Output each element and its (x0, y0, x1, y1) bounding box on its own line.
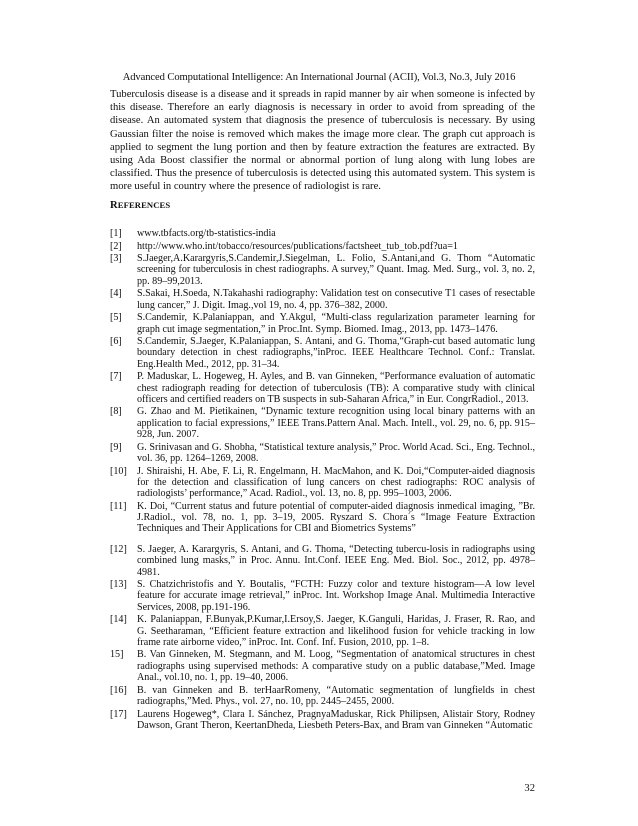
reference-number: [16] (110, 684, 127, 696)
references-heading-initial: R (110, 200, 118, 211)
reference-text: G. Zhao and M. Pietikainen, “Dynamic texture recognition using local binary patterns with an application to facial expressions,” IEEE Trans.Pattern Anal. Mach. Intell., vol. 29, no. 6, pp. 915–928, Jun. 2007. (137, 406, 535, 441)
reference-number: [11] (110, 500, 127, 512)
reference-number: [3] (110, 253, 122, 265)
reference-item (110, 442, 535, 465)
reference-number: [1] (110, 228, 122, 239)
reference-item (110, 253, 535, 287)
reference-text: S. Jaeger, A. Karargyris, S. Antani, and G. Thoma, “Detecting tubercu-losis in radiographs using combined lung masks,” in Proc. Annu. Int.Conf. IEEE Eng. Med. Biol. Soc., 2012, pp. 4978–4981. (137, 543, 535, 578)
reference-text: K. Palaniappan, F.Bunyak,P.Kumar,I.Ersoy,S. Jaeger, K.Ganguli, Haridas, J. Fraser, R. Rao, and G. Seetharaman, “Efficient feature extraction and likelihood fusion for vehicle tracking in low frame rate airborne video,” inProc. Int. Conf. Inf. Fusion, 2010, pp. 1–8. (137, 614, 535, 648)
reference-number: [6] (110, 336, 122, 348)
reference-item (110, 406, 535, 440)
reference-item (110, 312, 535, 335)
reference-text: K. Doi, “Current status and future potential of computer-aided diagnosis inmedical imaging, ”Br. J.Radiol., vol. 78, no. 1, pp. 3–19, 2005. Ryszard S. Chora´s “Image Feature Extraction Techniques and Their Applications for CBI and Biometrics Systems” (137, 500, 535, 535)
reference-item (110, 544, 535, 578)
references-heading-rest: EFERENCES (117, 200, 171, 210)
reference-list (110, 228, 535, 732)
reference-number: [14] (110, 614, 127, 626)
reference-number: [10] (110, 465, 127, 477)
reference-text: S.Jaeger,A.Karargyris,S.Candemir,J.Siegelman, L. Folio, S.Antani,and G. Thom “Automatic screening for tuberculosis in chest radiographs. A survey,” Quant. Imag. Med. Surg., vol. 3, no. 2, pp. 89–99,2013. (137, 253, 535, 287)
reference-number: [2] (110, 240, 122, 252)
reference-item (110, 649, 535, 683)
reference-item (110, 241, 535, 252)
reference-item (110, 371, 535, 405)
reference-item (110, 466, 535, 500)
reference-number: 15] (110, 649, 124, 661)
reference-text: S. Chatzichristofis and Y. Boutalis, “FCTH: Fuzzy color and texture histogram—A low level feature for accurate image retrieval,” inProc. Int. Workshop Image Anal. Multimedia Interactive Services, 2008, pp.191-196. (137, 579, 535, 613)
reference-item (110, 288, 535, 311)
body-paragraph: Tuberculosis disease is a disease and it spreads in rapid manner by air when someone is infected by this disease. Therefore an early diagnosis is necessary in order to avoid from spreading of the disease. An automated system that diagnosis the presence of tuberculosis is necessary. By using Gaussian filter the noise is removed which makes the image more clear. The graph cut approach is applied to segment the lung portion and then by feature extraction the features are extracted. By using Ada Boost classifier the normal or abnormal portion of lung along with lung lobes are classified. Thus the presence of tuberculosis is detected using this automated system. This system is more useful in country where the presence of radiologist is rare. (110, 89, 535, 193)
reference-item (110, 228, 535, 239)
reference-text: S.Sakai, H.Soeda, N.Takahashi radiography: Validation test on consecutive T1 cases of resectable lung cancer,” J. Digit. Imag.,vol 19, no. 4, pp. 376–382, 2000. (137, 288, 535, 311)
reference-text: Laurens Hogeweg*, Clara I. Sánchez, PragnyaMaduskar, Rick Philipsen, Alistair Story, Rodney Dawson, Grant Theron, KeertanDheda, Liesbeth Peters-Bax, and Bram van Ginneken “Automatic (137, 708, 535, 731)
reference-item (110, 336, 535, 370)
reference-item (110, 579, 535, 613)
reference-item (110, 685, 535, 708)
reference-number: [4] (110, 288, 122, 300)
reference-number: [12] (110, 543, 127, 555)
reference-number: [9] (110, 441, 122, 453)
reference-text: S.Candemir, S.Jaeger, K.Palaniappan, S. Antani, and G. Thoma,“Graph-cut based automatic lung boundary detection in chest radiographs,”inProc. IEEE Healthcare Technol. Conf.: Translat. Eng.Health Med., 2012, pp. 31–34. (137, 336, 535, 370)
reference-text: P. Maduskar, L. Hogeweg, H. Ayles, and B. van Ginneken, “Performance evaluation of automatic chest radiograph reading for detection of tuberculosis (TB): A comparative study with clinical officers and certified readers on TB suspects in sub-Saharan Africa,” in Eur. CongrRadiol., 2013. (137, 371, 535, 405)
reference-text: B. van Ginneken and B. terHaarRomeny, “Automatic segmentation of lungfields in chest radiographs,”Med. Phys., vol. 27, no. 10, pp. 2445–2455, 2000. (137, 684, 535, 708)
reference-number: [5] (110, 312, 122, 324)
reference-item (110, 501, 535, 535)
reference-text: http://www.who.int/tobacco/resources/publications/factsheet_tub_tob.pdf?ua=1 (137, 240, 458, 252)
reference-number: [7] (110, 371, 122, 383)
reference-number: [17] (110, 708, 127, 720)
page-number: 32 (524, 783, 535, 794)
reference-text: B. Van Ginneken, M. Stegmann, and M. Loog, “Segmentation of anatomical structures in chest radiographs using supervised methods: A comparative study on a public database,”Med. Image Anal., vol.10, no. 1, pp. 19–40, 2006. (137, 649, 535, 684)
reference-item (110, 709, 535, 732)
reference-text: G. Srinivasan and G. Shobha, “Statistical texture analysis,” Proc. World Acad. Sci., Eng. Technol., vol. 36, pp. 1264–1269, 2008. (137, 441, 535, 465)
reference-number: [13] (110, 579, 127, 591)
references-heading (110, 200, 170, 211)
reference-item (110, 614, 535, 648)
reference-text: J. Shiraishi, H. Abe, F. Li, R. Engelmann, H. MacMahon, and K. Doi,“Computer-aided diagnosis for the detection and classification of lung cancers on chest radiographs: ROC analysis of radiologists’ performance,” Acad. Radiol., vol. 13, no. 8, pp. 995–1003, 2006. (137, 465, 535, 500)
reference-number: [8] (110, 406, 122, 418)
reference-text: S.Candemir, K.Palaniappan, and Y.Akgul, “Multi-class regularization parameter learning for graph cut image segmentation,” in Proc.Int. Symp. Biomed. Imag., 2013, pp. 1473–1476. (137, 312, 535, 335)
reference-text: www.tbfacts.org/tb-statistics-india (137, 228, 276, 239)
running-header: Advanced Computational Intelligence: An International Journal (ACII), Vol.3, No.3, July 2016 (122, 72, 516, 83)
